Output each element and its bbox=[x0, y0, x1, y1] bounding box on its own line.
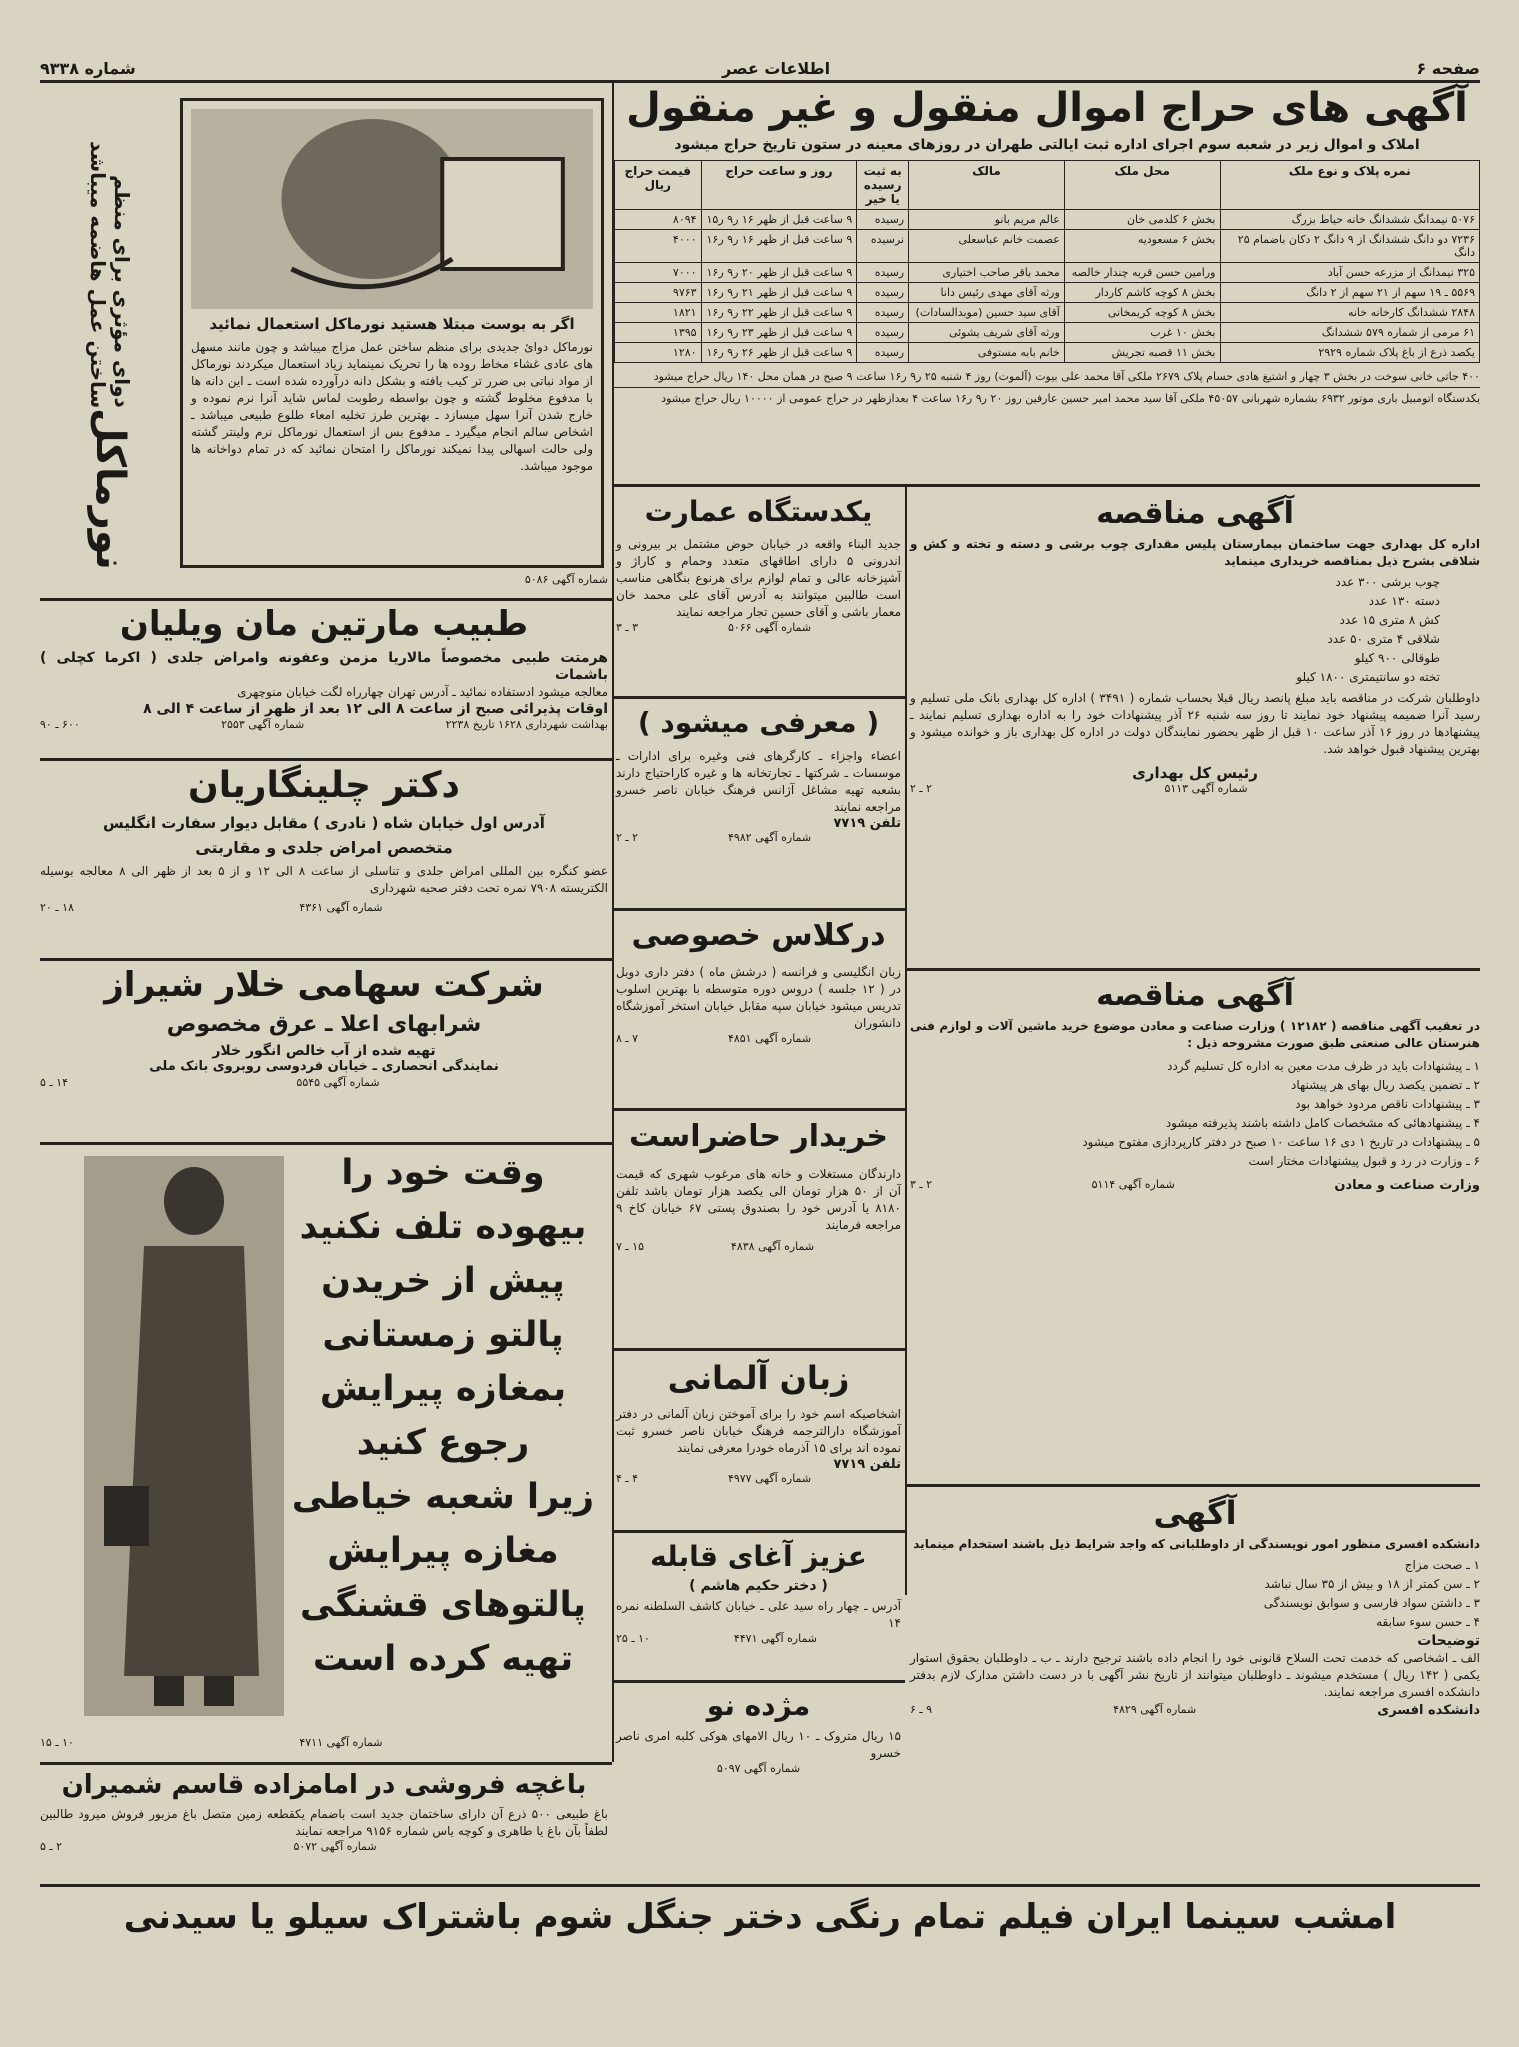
cell: رسیده bbox=[857, 303, 909, 323]
cell: بخش ۶ مسعودیه bbox=[1064, 230, 1220, 263]
tonic-brand: نورماکل bbox=[87, 408, 133, 570]
private-class-footer bbox=[616, 1032, 901, 1045]
list-item: کش ۸ متری ۱۵ عدد bbox=[1339, 613, 1440, 627]
cell: بخش ۱۰ غرب bbox=[1064, 323, 1220, 343]
ad-number: شماره آگهی ۴۸۵۱ bbox=[727, 1032, 812, 1045]
cell: خانم بابه مستوفی bbox=[909, 343, 1065, 363]
garden-sale-title: باغچه فروشی در امامزاده قاسم شمیران bbox=[61, 1770, 587, 1800]
ad-run: ۶۰۰ ـ ۹۰ bbox=[40, 718, 80, 731]
introduction-body: اعضاء واجزاء ـ کارگرهای فنی وغیره برای ادارات ـ موسسات ـ شرکتها ـ تجارتخانه ها و غیره کاراحتیاج دارند بشعبه تهیه مشاغل آژانس فرهنگ خیابان ناصر خسرو مراجعه نمایند bbox=[616, 749, 901, 814]
doctor-martin-hours: اوقات پذیرائی صبح از ساعت ۸ الی ۱۲ بعد از ظهر از ساعت ۴ الی ۸ bbox=[143, 701, 608, 717]
cell: ۶۱ مرمی از شماره ۵۷۹ ششدانگ bbox=[1220, 323, 1480, 343]
list-item: تخته دو سانتیمتری ۱۸۰۰ کیلو bbox=[1296, 670, 1440, 684]
auction-section bbox=[614, 82, 1480, 482]
table-row bbox=[615, 323, 1480, 343]
coat-line: وقت خود را bbox=[341, 1153, 545, 1193]
cell: ۹ ساعت قبل از ظهر ۱۶ ر۹ ر۱۶ bbox=[701, 230, 857, 263]
private-class-body: زبان انگلیسی و فرانسه ( درشش ماه ) دفتر داری دوبل در ( ۱۲ جلسه ) دروس دوره متوسطه با بهترین اسلوب تدریس میشود خیابان سپه مقابل خیابان استخر آموزشگاه دانشوران bbox=[616, 965, 901, 1030]
list-item: ۴ ـ پیشنهادهائی که مشخصات کامل داشته باشند پذیرفته میشود bbox=[1165, 1116, 1480, 1130]
midwife-footer bbox=[616, 1632, 901, 1645]
ad-number: شماره آگهی ۵۰۸۶ bbox=[524, 573, 608, 586]
building-ad bbox=[616, 492, 901, 692]
garden-sale-body: باغ طبیعی ۵۰۰ ذرع آن دارای ساختمان جدید است باضمام یکقطعه زمین متصل باغ مزبور فروش میرود طالبین لطفاً بآن باغ یا طاهری و کوچه یاس شماره ۹۱۵۶ مراجعه نمایند bbox=[40, 1807, 608, 1838]
ad-run: ۲ ـ ۳ bbox=[910, 1178, 933, 1191]
doctor-martin-ad bbox=[40, 602, 608, 754]
table-row bbox=[615, 283, 1480, 303]
col-date: روز و ساعت حراج bbox=[701, 161, 857, 210]
cell: رسیده bbox=[857, 343, 909, 363]
tonic-headline: اگر به بوست مبتلا هستید نورماکل استعمال نمائید bbox=[209, 315, 575, 333]
rule bbox=[614, 1680, 905, 1683]
good-news-footer bbox=[616, 1762, 901, 1775]
cell: عصمت خانم عباسعلی bbox=[909, 230, 1065, 263]
tender-1-ad bbox=[910, 492, 1480, 962]
tender-1-intro: اداره کل بهداری جهت ساختمان بیمارستان پلیس مقداری چوب برشی و دسته و تخته و کش و شلاقی بشرح ذیل بمناقصه خریداری مینماید bbox=[910, 537, 1480, 568]
doctor-chelingarian-ad bbox=[40, 762, 608, 952]
german-language-body: اشخاصیکه اسم خود را برای آموختن زبان آلمانی در دفتر آموزشگاه دارالترجمه فرهنگ خیابان ناصر خسرو ثبت نموده اند برای ۱۵ آذرماه خودرا معرفی نمایند bbox=[616, 1407, 901, 1455]
list-item: ۲ ـ سن کمتر از ۱۸ و بیش از ۳۵ سال نباشد bbox=[1264, 1577, 1480, 1591]
issue-number: شماره ۹۳۳۸ bbox=[40, 59, 136, 78]
cell: ۱۳۹۵ bbox=[615, 323, 702, 343]
rule bbox=[614, 696, 905, 699]
rule bbox=[614, 908, 905, 911]
cell: ۵۵۶۹ ـ ۱۹ سهم از ۲۱ سهم از ۲ دانگ bbox=[1220, 283, 1480, 303]
ad-run: ۱۵ ـ ۷ bbox=[616, 1240, 644, 1253]
ad-number: شماره آگهی ۵۰۹۷ bbox=[716, 1762, 801, 1775]
coat-line: پالتوهای قشنگی bbox=[300, 1585, 586, 1625]
tender-2-items bbox=[910, 1058, 1480, 1170]
introduction-footer bbox=[616, 831, 901, 844]
ad-run: ۲ ـ ۲ bbox=[616, 831, 639, 844]
ad-number: شماره آگهی ۵۱۱۳ bbox=[1164, 782, 1248, 795]
introduction-ad bbox=[616, 702, 901, 902]
cell: ۹ ساعت قبل از ظهر ۲۰ ر۹ ر۱۶ bbox=[701, 263, 857, 283]
rule bbox=[614, 1108, 905, 1111]
ad-number: شماره آگهی ۵۱۱۴ bbox=[1091, 1178, 1175, 1191]
tender-2-ad bbox=[910, 974, 1480, 1474]
german-language-footer bbox=[616, 1472, 901, 1485]
buyer-footer bbox=[616, 1240, 901, 1253]
ad-run: ۱۸ ـ ۲۰ bbox=[40, 901, 74, 914]
tonic-vertical-text bbox=[50, 110, 170, 570]
good-news-ad bbox=[616, 1686, 901, 1776]
private-class-title: درکلاس خصوصی bbox=[631, 918, 886, 953]
cell: ورامین حسن قریه چندار خالصه bbox=[1064, 263, 1220, 283]
cell: ۹ ساعت قبل از ظهر ۲۳ ر۹ ر۱۶ bbox=[701, 323, 857, 343]
tonic-frame bbox=[180, 98, 604, 568]
cell: یکصد ذرع از باغ پلاک شماره ۲۹۲۹ bbox=[1220, 343, 1480, 363]
notice-items bbox=[910, 1557, 1480, 1631]
coat-footer bbox=[40, 1736, 608, 1749]
coat-line: تهیه کرده است bbox=[312, 1639, 574, 1679]
winery-subtitle: شرابهای اعلا ـ عرق مخصوص bbox=[166, 1012, 482, 1037]
man-in-coat-icon bbox=[84, 1156, 284, 1716]
ad-number: شماره آگهی ۴۹۷۷ bbox=[727, 1472, 812, 1485]
coat-line: رجوع کنید bbox=[356, 1423, 530, 1463]
tender-2-signature: وزارت صناعت و معادن bbox=[1334, 1178, 1480, 1193]
ad-run: ۹ ـ ۶ bbox=[910, 1703, 933, 1716]
notice-footer bbox=[910, 1703, 1480, 1718]
cell: رسیده bbox=[857, 210, 909, 230]
table-row bbox=[615, 303, 1480, 323]
ad-number: شماره آگهی ۴۹۸۲ bbox=[727, 831, 812, 844]
cell: ۸۰۹۴ bbox=[615, 210, 702, 230]
cell: رسیده bbox=[857, 283, 909, 303]
auction-table-header bbox=[615, 161, 1480, 210]
coat-line: پیش از خریدن bbox=[321, 1261, 565, 1301]
doctor-chelingarian-specialty: متخصص امراض جلدی و مقاربتی bbox=[195, 838, 453, 857]
building-footer bbox=[616, 621, 901, 634]
tonic-body: نورماکل دوائ جدیدی برای منظم ساختن عمل مزاج میباشد و چون مانند مسهل های عادی غشاء مخاط روده ها را تحریک نمینماید زیاد استعمال میکردند نورماکل از مواد نباتی بی ضرر تر کیب یافته و بشکل دانه درآورده شده است ـ این دانه ها با مدفوع مخلوط گشته و چون بواسطه رطوبت لماس شاید آنرا نرم نموده و خارج شدن آنرا سهل میسازد ـ بهترین طرز تخلیه امعاء طلوع طبیعی میباشد ـ اشخاص سالم انجام میگیرد ـ مدفوع بس از استعمال نورماکل نرم ولینتر گشته ولی حالت اسهالی پیدا نمیکند نورماکل را امتحان نمائید که در تمام دواخانه ها موجود میباشد. bbox=[191, 340, 593, 473]
ad-run: ۱۴ ـ ۵ bbox=[40, 1076, 68, 1089]
col-location: محل ملک bbox=[1064, 161, 1220, 210]
ad-license: بهداشت شهرداری ۱۶۲۸ تاریخ ۲۲۳۸ bbox=[445, 718, 608, 731]
ad-run: ۳ ـ ۳ bbox=[616, 621, 639, 634]
list-item: طوقالی ۹۰۰ کیلو bbox=[1354, 651, 1440, 665]
doctor-martin-line2: معالجه میشود ادستفاده نمائید ـ آدرس تهران چهارراه لگت خیابان منوچهری bbox=[237, 685, 608, 699]
cell: محمد باقر صاحب اختیاری bbox=[909, 263, 1065, 283]
auction-table bbox=[614, 160, 1480, 363]
ad-number: شماره آگهی ۴۸۲۹ bbox=[1113, 1703, 1197, 1716]
introduction-phone: تلفن ۷۷۱۹ bbox=[833, 816, 901, 831]
rule bbox=[907, 968, 1480, 971]
doctor-martin-line1: هرمتت طبیی مخصوصاً مالاریا مزمن وعفونه وامراض جلدی ( اکرما کچلی ) باشمات bbox=[40, 650, 608, 683]
rule bbox=[614, 1348, 905, 1351]
notice-explain-title: توضیحات bbox=[1417, 1633, 1480, 1649]
ad-run: ۲ ـ ۵ bbox=[40, 1840, 63, 1853]
cell: نرسیده bbox=[857, 230, 909, 263]
midwife-address: آدرس ـ چهار راه سید علی ـ خیابان کاشف السلطنه نمره ۱۴ bbox=[616, 1599, 901, 1630]
cell: ۲۸۴۸ ششدانگ کارخانه خانه bbox=[1220, 303, 1480, 323]
auction-note-2: یکدستگاه اتومبیل باری موتور ۶۹۳۲ بشماره شهربانی ۴۵۰۵۷ ملکی آقا سید محمد امیر حسین عارفین روز ۲۰ ر۹ ر۱۶ ساعت ۴ بعدازظهر در حراج عمومی از ۱۰۰۰۰ ریال حراج میشود bbox=[661, 392, 1480, 405]
tender-1-footer bbox=[910, 782, 1480, 795]
ad-number: شماره آگهی ۵۰۷۲ bbox=[293, 1840, 377, 1853]
rule bbox=[614, 1530, 905, 1533]
private-class-ad bbox=[616, 914, 901, 1104]
midwife-subtitle: ( دختر حکیم هاشم ) bbox=[689, 1578, 828, 1594]
cell: ۱۸۲۱ bbox=[615, 303, 702, 323]
buyer-ad bbox=[616, 1114, 901, 1344]
doctor-martin-footer bbox=[40, 718, 608, 731]
ad-number: شماره آگهی ۴۴۷۱ bbox=[733, 1632, 818, 1645]
rule bbox=[907, 1484, 1480, 1487]
list-item: ۴ ـ حسن سوء سابقه bbox=[1376, 1615, 1480, 1629]
winery-footer bbox=[40, 1076, 608, 1089]
winery-title: شرکت سهامی خلار شیراز bbox=[104, 965, 544, 1005]
col-registered: به ثبت رسیده یا خیر bbox=[857, 161, 909, 210]
cell: ۹ ساعت قبل از ظهر ۲۶ ر۹ ر۱۶ bbox=[701, 343, 857, 363]
building-title: یکدستگاه عمارت bbox=[644, 495, 873, 528]
rule bbox=[40, 958, 612, 961]
ad-number: شماره آگهی ۵۵۴۵ bbox=[296, 1076, 380, 1089]
garden-sale-ad bbox=[40, 1766, 608, 1876]
german-language-ad bbox=[616, 1354, 901, 1524]
cell: بخش ۸ کوچه کریمخانی bbox=[1064, 303, 1220, 323]
list-item: ۲ ـ تضمین یکصد ریال بهای هر پیشنهاد bbox=[1291, 1078, 1480, 1092]
buyer-body: دارندگان مستغلات و خانه های مرغوب شهری که قیمت آن از ۵۰ هزار تومان الی یکصد هزار تومان باشد تلفن ۸۱۸۰ یا آدرس خود را بصندوق پستی ۶۷ خیابان کاخ ۹ مراجعه فرمایند bbox=[616, 1167, 902, 1232]
tender-1-items bbox=[1070, 574, 1440, 686]
good-news-body: ۱۵ ریال متروک ـ ۱۰ ریال الامهای هوکی کلبه امری ناصر خسرو bbox=[616, 1729, 901, 1760]
buyer-title: خریدار حاضراست bbox=[629, 1119, 888, 1154]
doctor-chelingarian-detail: عضو کنگره بین المللی امراض جلدی و تناسلی از ساعت ۸ الی ۱۲ و از ۵ بعد از ظهر الی ۸ معالجه بوسیله الکتریسته ۷۹۰۸ نمره تحت دفتر صحیه شهرداری bbox=[40, 864, 609, 895]
cell: ۳۲۵ نیمدانگ از مزرعه حسن آباد bbox=[1220, 263, 1480, 283]
doctor-chelingarian-title: دکتر چلینگاریان bbox=[187, 765, 460, 806]
ad-run: ۲ ـ ۲ bbox=[910, 782, 933, 795]
table-row bbox=[615, 210, 1480, 230]
portrait-sketch-icon bbox=[191, 109, 593, 309]
winery-line2: نمایندگی انحصاری ـ خیابان فردوسی روبروی بانک ملی bbox=[149, 1059, 499, 1074]
german-language-title: زبان آلمانی bbox=[667, 1359, 850, 1397]
col-owner: مالک bbox=[909, 161, 1065, 210]
doctor-chelingarian-footer bbox=[40, 901, 608, 914]
list-item: ۵ ـ پیشنهادات در تاریخ ۱ دی ۱۶ ساعت ۱۰ صبح در دفتر کارپردازی مفتوح میشود bbox=[1082, 1135, 1480, 1149]
list-item: شلاقی ۴ متری ۵۰ عدد bbox=[1327, 632, 1440, 646]
coat-line: پالتو زمستانی bbox=[322, 1315, 564, 1355]
cell: ۵۰۷۶ نیمدانگ ششدانگ خانه حیاط بزرگ bbox=[1220, 210, 1480, 230]
rule bbox=[40, 758, 612, 761]
page-number: صفحه ۶ bbox=[1416, 59, 1480, 78]
cell: ۷۲۳۶ دو دانگ ششدانگ از ۹ دانگ ۲ دکان باضمام ۲۵ دانگ bbox=[1220, 230, 1480, 263]
ad-run: ۱۰ ـ ۱۵ bbox=[40, 1736, 74, 1749]
ad-run: ۷ ـ ۸ bbox=[616, 1032, 639, 1045]
man-in-coat-photo bbox=[84, 1156, 284, 1716]
table-row bbox=[615, 230, 1480, 263]
ad-number: شماره آگهی ۴۷۱۱ bbox=[299, 1736, 383, 1749]
list-item: ۶ ـ وزارت در رد و قبول پیشنهادات مختار است bbox=[1248, 1154, 1480, 1168]
garden-sale-footer bbox=[40, 1840, 608, 1853]
ad-run: ۴ ـ ۴ bbox=[616, 1472, 639, 1485]
cell: بخش ۱۱ قصبه تجریش bbox=[1064, 343, 1220, 363]
tender-1-signature: رئیس کل بهداری bbox=[1132, 764, 1258, 782]
rule bbox=[40, 1142, 612, 1145]
cell: ۱۲۸۰ bbox=[615, 343, 702, 363]
cell: بخش ۸ کوچه کاشم کاردار bbox=[1064, 283, 1220, 303]
list-item: ۳ ـ داشتن سواد فارسی و سوابق نویسندگی bbox=[1263, 1596, 1480, 1610]
rule bbox=[40, 598, 612, 601]
table-row bbox=[615, 343, 1480, 363]
tender-2-intro: در تعقیب آگهی مناقصه ( ۱۲۱۸۲ ) وزارت صناعت و معادن موضوع خرید ماشین آلات و لوازم فنی هنرستان عالی صنعتی طبق صورت مشروحه ذیل : bbox=[910, 1019, 1480, 1050]
auction-subtitle: املاک و اموال زیر در شعبه سوم اجرای اداره ثبت ایالتی طهران در روزهای معینه در ستون تاریخ حراج میشود bbox=[674, 137, 1420, 153]
tonic-ad bbox=[40, 90, 608, 590]
rule bbox=[40, 1884, 1480, 1887]
notice-explain: الف ـ اشخاصی که خدمت تحت السلاح قانونی خود را انجام داده باشند ترجیح دارند ـ ب ـ داوطلبان بحقوق استوار یکمی ( ۱۴۲ ریال ) مستخدم میشوند ـ داوطلبان میتوانند از تاریخ نشر آگهی با در دست داشتن مدارک لازم بدفتر دانشکده افسری مراجعه نمایند. bbox=[910, 1651, 1481, 1699]
ad-number: شماره آگهی ۲۵۵۳ bbox=[221, 718, 305, 731]
tender-2-title: آگهی مناقصه bbox=[1096, 978, 1294, 1013]
cell: آقای سید حسین (موبدالسادات) bbox=[909, 303, 1065, 323]
introduction-title: ( معرفی میشود ) bbox=[637, 706, 880, 739]
cell: ۹ ساعت قبل از ظهر ۲۲ ر۹ ر۱۶ bbox=[701, 303, 857, 323]
coat-text bbox=[288, 1146, 598, 1686]
german-language-phone: تلفن ۷۷۱۹ bbox=[833, 1457, 901, 1472]
tonic-slogan: دوای مؤثری برای منظم ساختن عمل هاضمه میباشد bbox=[86, 140, 134, 409]
column-divider-right bbox=[905, 485, 907, 1595]
list-item: ۱ ـ پیشنهادات باید در ظرف مدت معین به اداره کل تسلیم گردد bbox=[1167, 1059, 1480, 1073]
paper-name: اطلاعات عصر bbox=[722, 59, 831, 78]
cell: ۷۰۰۰ bbox=[615, 263, 702, 283]
coat-line: زیرا شعبه خیاطی bbox=[291, 1477, 595, 1517]
cell: عالم مریم بانو bbox=[909, 210, 1065, 230]
list-item: چوب برشی ۳۰۰ عدد bbox=[1335, 575, 1440, 589]
coat-line: بیهوده تلف نکنید bbox=[299, 1207, 587, 1247]
ad-run: ۱۰ ـ ۲۵ bbox=[616, 1632, 650, 1645]
table-row bbox=[615, 263, 1480, 283]
ad-number: شماره آگهی ۴۸۳۸ bbox=[730, 1240, 815, 1253]
tonic-illustration bbox=[191, 109, 593, 309]
ad-number: شماره آگهی ۴۳۶۱ bbox=[299, 901, 383, 914]
col-price: قیمت حراج ریال bbox=[615, 161, 702, 210]
cinema-banner: امشب سینما ایران فیلم تمام رنگی دختر جنگل شوم باشتراک سیلو یا سیدنی bbox=[123, 1897, 1397, 1937]
masthead bbox=[40, 48, 1480, 78]
coat-ad bbox=[40, 1146, 608, 1754]
list-item: دسته ۱۳۰ عدد bbox=[1368, 594, 1440, 608]
tender-1-body: داوطلبان شرکت در مناقصه باید مبلغ پانصد ریال قبلا بحساب شماره ( ۳۴۹۱ ) اداره کل بهداری بانک ملی تسلیم و رسید آنرا ضمیمه پیشنهاد خود نمایند تا روز سه شنبه ۲۶ آذر پیشنهادات خود را به اداره بهداری تسلیم نمایند ـ پیشنهادها در روز ۱۶ آذر ساعت ۱۰ قبل از ظهر بحضور نمایندگان دولت در اداره کل بهداری باز و خوانده میشود و بهترین پیشنهاد قبول خواهد شد. bbox=[910, 691, 1481, 756]
winery-ad bbox=[40, 962, 608, 1142]
auction-title: آگهی های حراج اموال منقول و غیر منقول bbox=[626, 85, 1468, 131]
cell: ۹ ساعت قبل از ظهر ۲۱ ر۹ ر۱۶ bbox=[701, 283, 857, 303]
col-plate: نمره پلاک و نوع ملک bbox=[1220, 161, 1480, 210]
list-item: ۳ ـ پیشنهادات ناقص مردود خواهد بود bbox=[1295, 1097, 1480, 1111]
cell: ۴۰۰۰ bbox=[615, 230, 702, 263]
building-body: جدید البناء واقعه در خیابان حوض مشتمل بر بیرونی و اندرونی ۵ دارای اطاقهای متعدد وحمام و کاراژ و آشپزخانه عالی و تمام لوازم برای هرنوع بنگاهی مناسب است طالبین میتوانند به آدرس آقای علی محمد خان معمار باشی و آقای حسین تجار مراجعه نمایند bbox=[616, 537, 902, 619]
auction-note-1: ۴۰۰ جاتی خانی سوخت در بخش ۳ چهار و اشتیغ هادی حسام پلاک ۲۶۷۹ ملکی آقا محمد علی بیوت (آلموت) روز ۴ شنبه ۲۵ ر۹ ر۱۶ ساعت ۹ صبح در همان محل ۱۴۰ ریال حراج میشود bbox=[614, 369, 1480, 388]
ad-number: شماره آگهی ۵۰۶۶ bbox=[727, 621, 812, 634]
winery-line1: تهیه شده از آب خالص انگور خلار bbox=[212, 1043, 436, 1059]
coat-line: مغازه پیرایش bbox=[327, 1531, 559, 1571]
doctor-martin-title: طبیب مارتین مان ویلیان bbox=[119, 604, 529, 644]
officer-school-notice bbox=[910, 1490, 1480, 1770]
midwife-ad bbox=[616, 1536, 901, 1676]
cell: ۹۷۶۳ bbox=[615, 283, 702, 303]
cell: رسیده bbox=[857, 323, 909, 343]
tender-2-footer bbox=[910, 1178, 1480, 1193]
rule bbox=[614, 484, 1480, 487]
tonic-ad-number bbox=[40, 573, 608, 586]
doctor-chelingarian-address: آدرس اول خیابان شاه ( نادری ) مقابل دیوار سفارت انگلیس bbox=[103, 814, 545, 832]
cell: بخش ۶ کلدمی خان bbox=[1064, 210, 1220, 230]
cell: ورثه آقای شریف یشوئی bbox=[909, 323, 1065, 343]
rule bbox=[40, 1762, 612, 1765]
notice-title: آگهی bbox=[1153, 1494, 1237, 1532]
cell: ۹ ساعت قبل از ظهر ۱۶ ر۹ ر۱۵ bbox=[701, 210, 857, 230]
notice-intro: دانشکده افسری منظور امور نویسندگی از داوطلبانی که واجد شرایط ذیل باشند استخدام مینماید bbox=[913, 1537, 1480, 1551]
cell: ورثه آقای مهدی رئیس دانا bbox=[909, 283, 1065, 303]
list-item: ۱ ـ صحت مزاج bbox=[1404, 1558, 1480, 1572]
notice-signature: دانشکده افسری bbox=[1377, 1703, 1480, 1718]
cell: رسیده bbox=[857, 263, 909, 283]
midwife-title: عزیز آغای قابله bbox=[650, 1540, 867, 1573]
coat-line: بمغازه پیرایش bbox=[319, 1369, 567, 1409]
good-news-title: مژده نو bbox=[706, 1689, 811, 1722]
tender-1-title: آگهی مناقصه bbox=[1096, 496, 1294, 531]
